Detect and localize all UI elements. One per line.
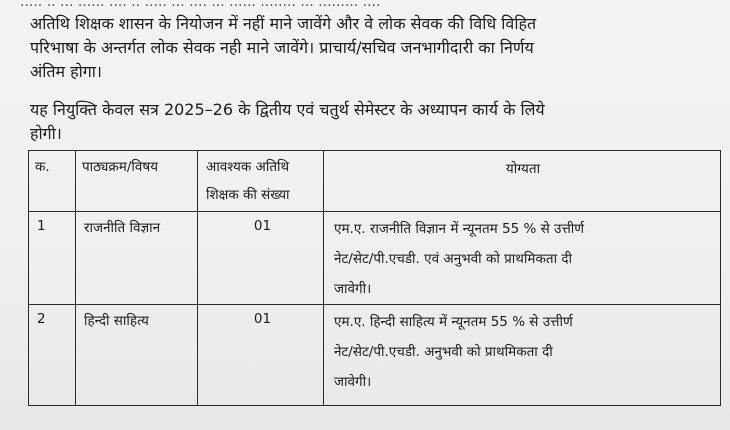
paragraph-guest-teacher-status [30, 12, 720, 84]
paragraph-line: अतिथि शिक्षक शासन के नियोजन में नहीं माने जावेंगे और वे लोक सेवक की विधि विहित [30, 14, 537, 33]
header-serial: क. [29, 151, 76, 212]
header-subject: पाठ्यक्रम/विषय [76, 151, 198, 212]
cell-qualification: एम.ए. हिन्दी साहित्य में न्यूनतम 55 % से उत्तीर्ण नेट/सेट/पी.एचडी. अनुभवी को प्राथमिकता दी जावेगी। [324, 305, 721, 406]
header-teacher-count: आवश्यक अतिथि शिक्षक की संख्या [198, 151, 324, 212]
table-row [29, 305, 721, 406]
paragraph-appointment-session [30, 98, 720, 146]
cell-count: 01 [198, 305, 324, 406]
cell-serial: 2 [29, 305, 76, 406]
cell-count: 01 [198, 212, 324, 305]
header-qualification: योग्यता [324, 151, 721, 212]
cell-subject: हिन्दी साहित्य [76, 305, 198, 406]
paragraph-line: यह नियुक्ति केवल सत्र 2025–26 के द्वितीय एवं चतुर्थ सेमेस्टर के अध्यापन कार्य के लिये [30, 100, 545, 119]
table-header-row [29, 151, 721, 212]
cut-off-text-line: ..... .. ... ...... .... .. ..... ... .... ... ...... ........ ... ......... .... [20, 0, 381, 10]
vacancy-table [28, 150, 721, 406]
paragraph-line: परिभाषा के अन्तर्गत लोक सेवक नही माने जावेंगे। प्राचार्य/सचिव जनभागीदारी का निर्णय [30, 38, 534, 57]
cell-serial: 1 [29, 212, 76, 305]
paragraph-line: अंतिम होगा। [30, 62, 102, 81]
paragraph-line: होगी। [30, 124, 62, 143]
cell-subject: राजनीति विज्ञान [76, 212, 198, 305]
cell-qualification: एम.ए. राजनीति विज्ञान में न्यूनतम 55 % से उत्तीर्ण नेट/सेट/पी.एचडी. एवं अनुभवी को प्राथमिकता दी जावेगी। [324, 212, 721, 305]
table-row [29, 212, 721, 305]
